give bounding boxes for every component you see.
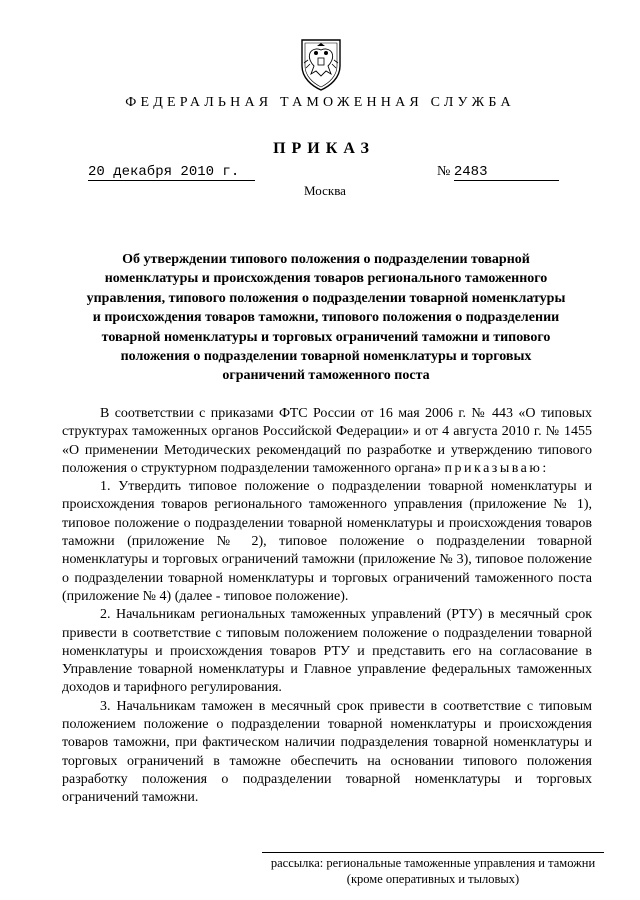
document-type: ПРИКАЗ: [273, 140, 375, 157]
footer-divider: [262, 852, 604, 853]
document-body: [62, 405, 592, 808]
item-3-paragraph: 3. Начальникам таможен в месячный срок привести в соответствие с типовым положением положение о подразделении товарной номенклатуры и происхождения товаров таможни, при фактическом наличии подразделения товарной номенклатуры и торговых ограничений в таможне обеспечить на основании типового положения разработку положения о подразделении товарной номенклатуры и торговых ограничений таможни.: [62, 698, 592, 806]
preamble-paragraph: [62, 405, 592, 478]
prikazyvayu-word: приказываю:: [444, 460, 549, 476]
document-number: [437, 164, 559, 181]
city: Москва: [304, 183, 346, 198]
mailing-list: [262, 855, 604, 887]
document-date: 20 декабря 2010 г.: [88, 164, 255, 181]
number-label: №: [437, 164, 451, 179]
agency-name: ФЕДЕРАЛЬНАЯ ТАМОЖЕННАЯ СЛУЖБА: [125, 95, 515, 110]
mailing-line-2: (кроме оперативных и тыловых): [346, 872, 520, 886]
item-2-paragraph: 2. Начальникам региональных таможенных управлений (РТУ) в месячный срок привести в соответствие с типовым положением положение о подразделении товарной номенклатуры и происхождения товаров РТУ и представить его на согласование в Управление товарной номенклатуры и Главное управление федеральных таможенных доходов и тарифного регулирования.: [62, 607, 592, 696]
number-value: 2483: [454, 164, 559, 181]
mailing-line-1: рассылка: региональные таможенные управления и таможни: [270, 856, 596, 870]
document-subject: Об утверждении типового положения о подразделении товарной номенклатуры и происхождения товаров регионального таможенного управления, типового положения о подразделении товарной номенклатуры и происхождения товаров таможни, типового положения о подразделении товарной номенклатуры и торговых ограничений таможни и типового положения о подразделении товарной номенклатуры и торговых ограничений таможенного поста: [86, 252, 566, 384]
item-1-paragraph: 1. Утвердить типовое положение о подразделении товарной номенклатуры и происхождения товаров регионального таможенного управления (приложение № 1), типовое положение о подразделении товарной номенклатуры и происхождения товаров таможни (приложение № 2), типовое положение о подразделении товарной номенклатуры и торговых ограничений таможни (приложение № 3), типовое положение о подразделении товарной номенклатуры и торговых ограничений таможенного поста (приложение № 4) (далее - типовое положение).: [62, 479, 592, 604]
preamble-text: В соответствии с приказами ФТС России от 16 мая 2006 г. № 443 «О типовых структурах таможенных органов Российской Федерации» и от 4 августа 2010 г. № 1455 «О применении Методических рекомендаций по разработке и утверждению типового положения о структурном подразделении таможенного органа»: [62, 406, 592, 476]
coat-of-arms-icon: [296, 36, 346, 92]
